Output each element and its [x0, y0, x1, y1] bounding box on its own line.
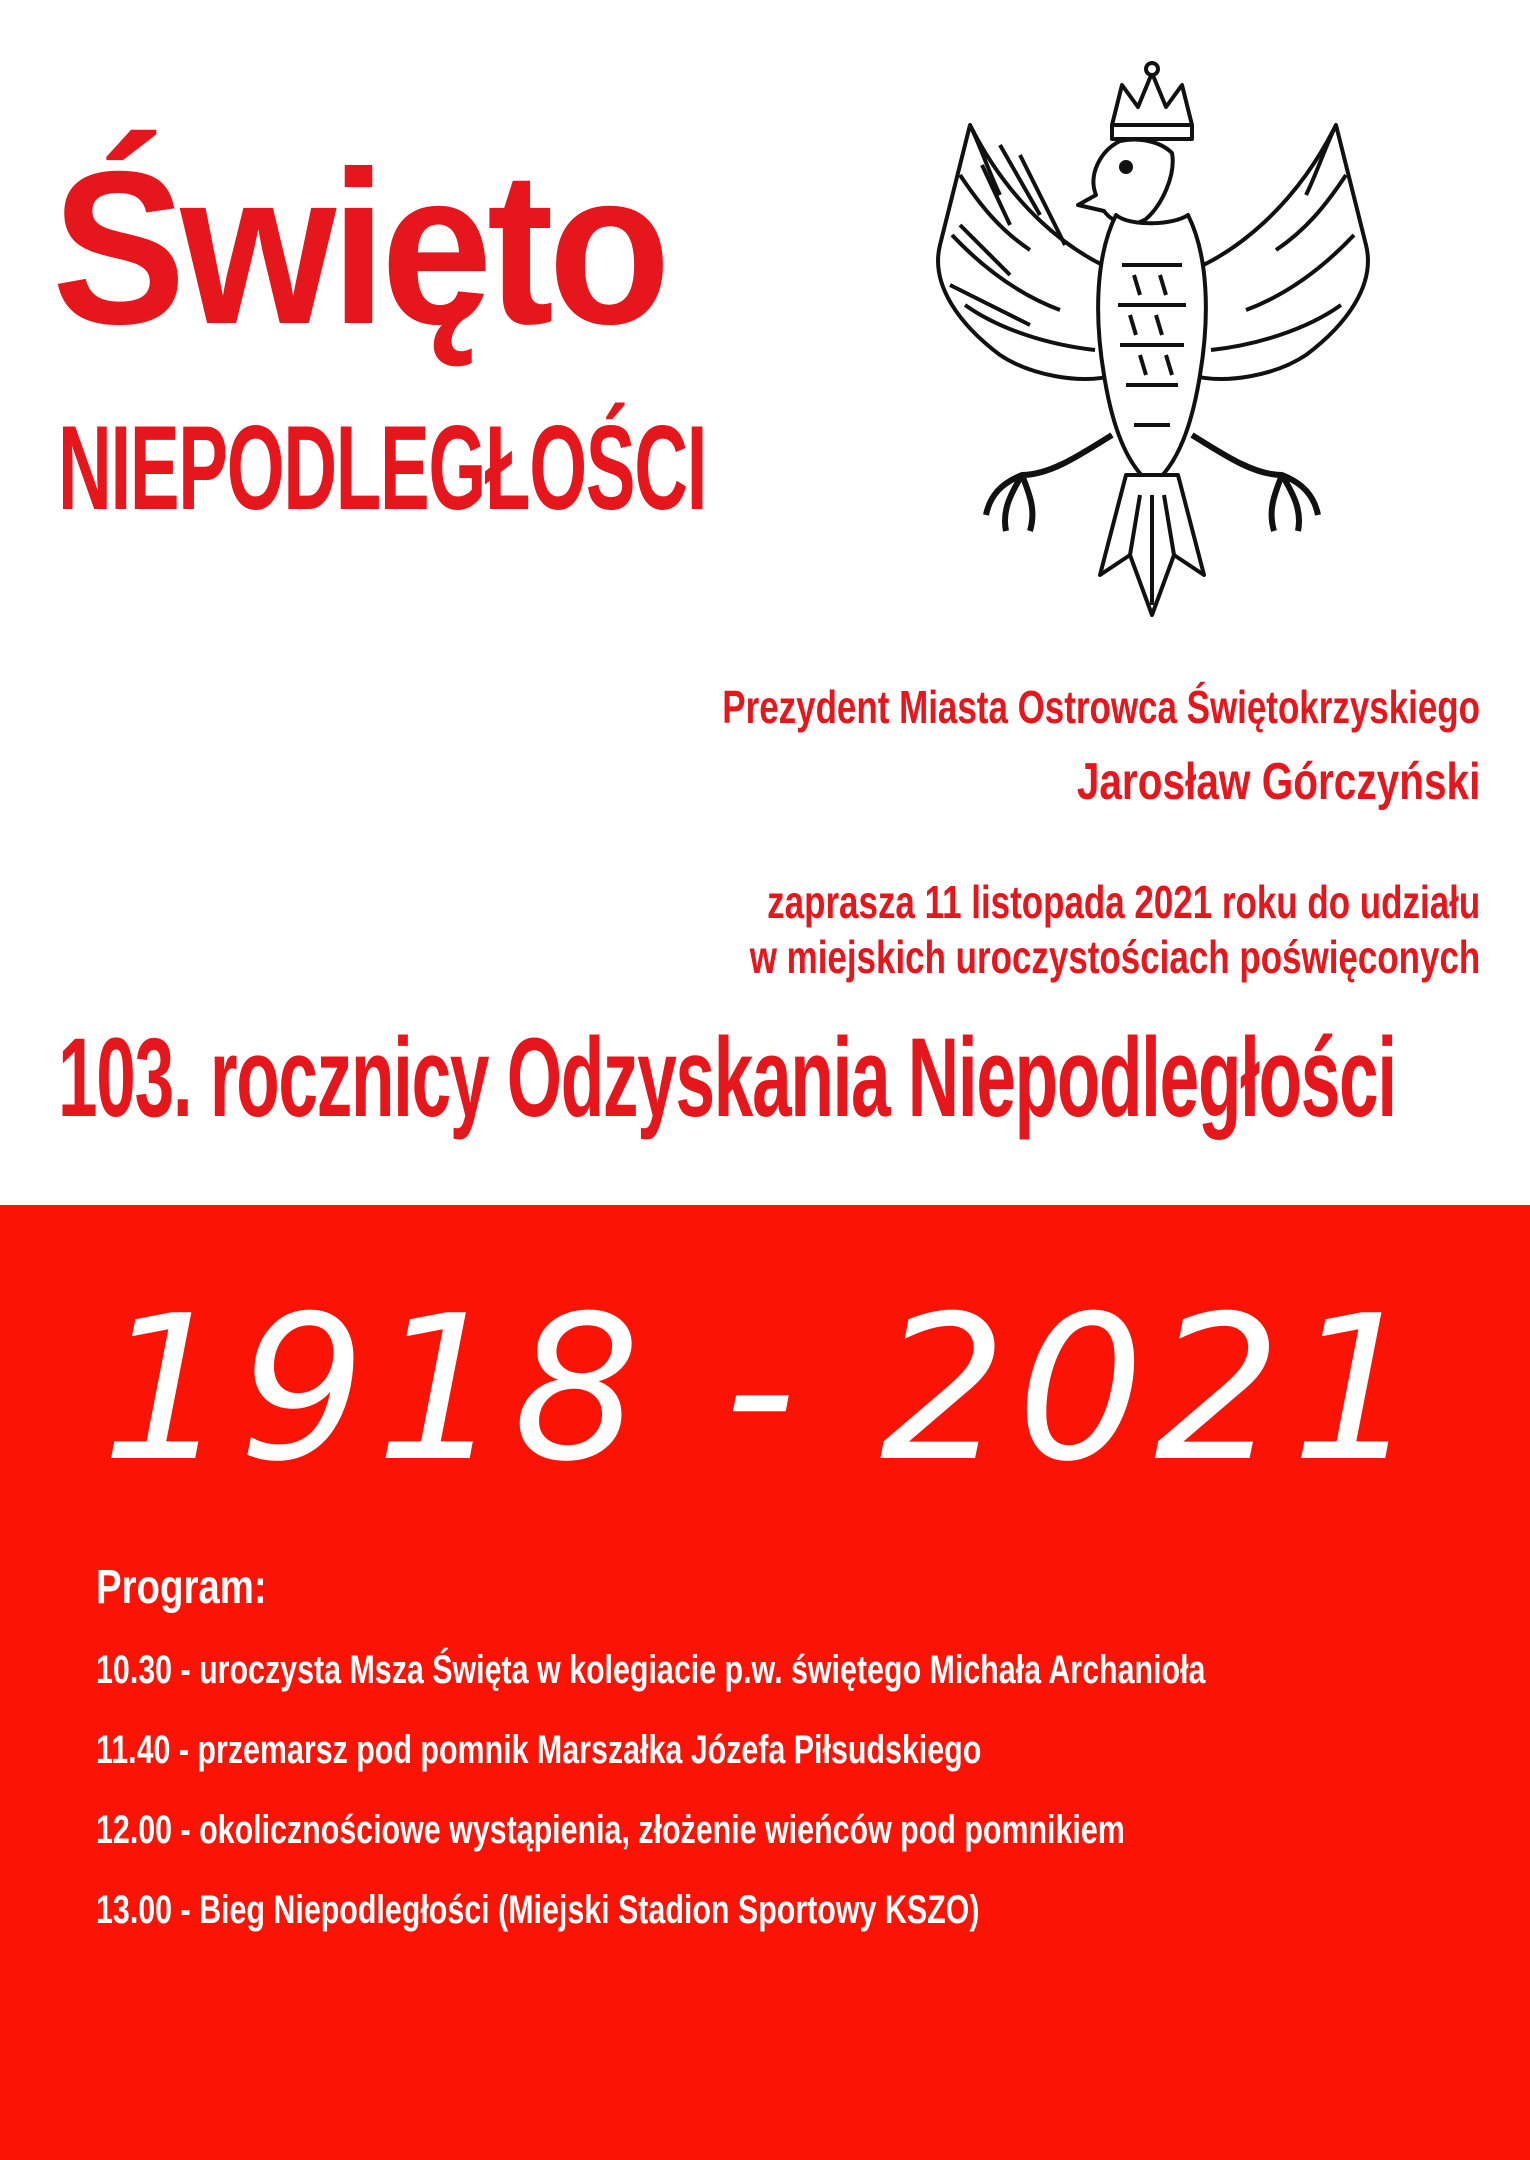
host-position: Prezydent Miasta Ostrowca Świętokrzyskiego: [722, 681, 1480, 733]
years-heading: 1918 - 2021: [101, 1273, 1429, 1506]
program-item: 12.00 - okolicznościowe wystąpienia, złożenie wieńców pod pomnikiem: [96, 1808, 1125, 1852]
program-item: 11.40 - przemarsz pod pomnik Marszałka Józefa Piłsudskiego: [96, 1728, 982, 1772]
invitation-line-1: zaprasza 11 listopada 2021 roku do udziału: [766, 876, 1480, 928]
poster-title: Święto: [52, 127, 666, 370]
anniversary-heading: 103. rocznicy Odzyskania Niepodległości: [58, 1015, 1396, 1140]
program-list: [96, 1648, 1530, 1968]
polish-eagle-emblem-icon: [890, 55, 1410, 625]
host-name: Jarosław Górczyński: [1076, 753, 1480, 811]
program-item: 10.30 - uroczysta Msza Święta w kolegiacie p.w. świętego Michała Archanioła: [96, 1648, 1206, 1692]
invitation-line-2: w miejskich uroczystościach poświęconych: [749, 931, 1480, 983]
program-item: 13.00 - Bieg Niepodległości (Miejski Stadion Sportowy KSZO): [96, 1888, 980, 1932]
program-title: Program:: [96, 1561, 267, 1614]
poster-subtitle: NIEPODLEGŁOŚCI: [58, 401, 707, 535]
